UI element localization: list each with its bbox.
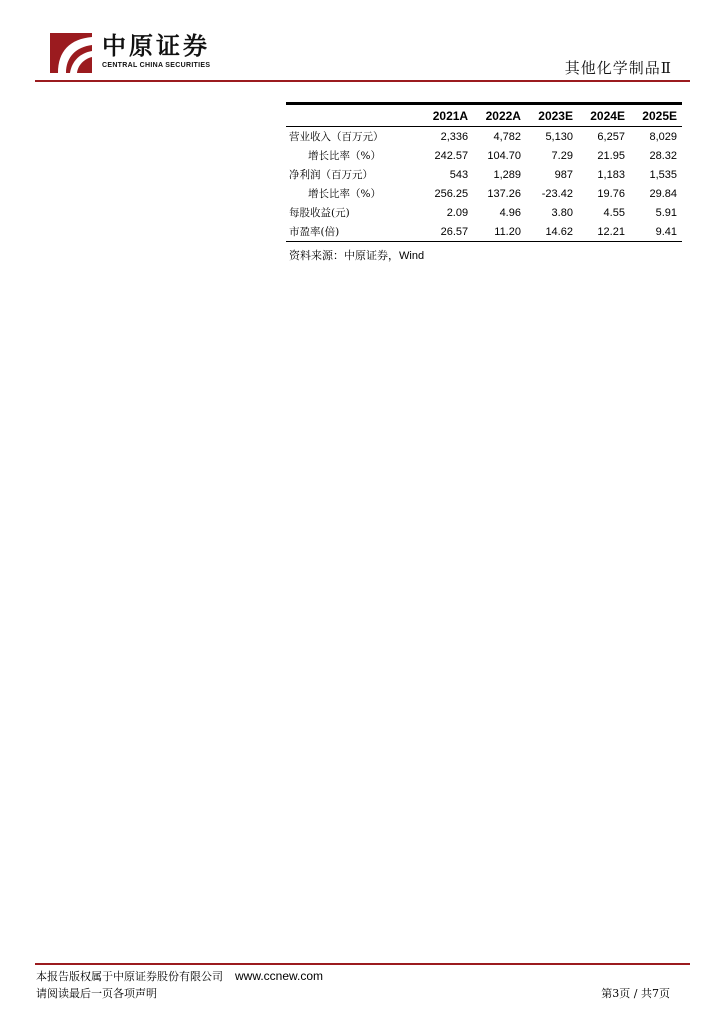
table-cell: 2.09 [446,206,469,219]
page-header [0,0,724,82]
table-cell: 1,535 [649,168,677,181]
header-label-cell [286,105,420,127]
footer-divider [35,963,690,965]
table-cell: 19.76 [597,187,625,200]
table-cell: 242.57 [434,149,469,162]
table-cell: -23.42 [541,187,573,200]
table-cell: 1,183 [597,168,625,181]
page-number: 第3页 / 共7页 [601,987,670,1000]
row-label: 净利润（百万元） [289,169,373,181]
table-cell: 5,130 [545,130,573,143]
table-cell: 11.20 [473,222,526,242]
report-category: 其他化学制品Ⅱ [564,59,672,77]
column-header: 2023E [526,105,578,127]
table-header-row [286,105,682,127]
brand-name-cn: 中原证券 [102,31,210,60]
table-cell: 29.84 [649,187,677,200]
table-cell: 543 [449,168,469,181]
table-cell: 6,257 [597,130,625,143]
table-row [286,165,682,184]
row-label: 营业收入（百万元） [289,131,384,143]
header-divider [35,80,690,82]
column-header: 2022A [473,105,526,127]
table-cell: 256.25 [434,187,469,200]
copyright-text: 本报告版权属于中原证券股份有限公司 [36,970,223,983]
table-cell: 4,782 [493,130,521,143]
table-cell: 104.70 [487,149,521,162]
earnings-forecast-table [286,105,682,242]
table-cell: 987 [554,168,573,181]
website-link[interactable]: www.ccnew.com [235,969,324,983]
table-cell: 28.32 [649,149,677,162]
column-header: 2025E [630,105,682,127]
table-source-note [286,247,682,263]
table-cell: 5.91 [655,206,677,219]
table-cell: 1,289 [493,168,521,181]
table-cell: 7.29 [551,149,573,162]
column-header: 2024E [578,105,630,127]
row-label: 每股收益(元) [289,207,350,219]
table-cell: 3.80 [551,206,573,219]
source-suffix: Wind [399,250,425,262]
central-china-securities-logo-icon [50,33,92,73]
table-row [286,222,682,242]
table-cell: 9.41 [630,222,682,242]
table-cell: 12.21 [578,222,630,242]
footer-disclaimer: 请阅读最后一页各项声明 [36,987,157,1000]
table-cell: 2,336 [440,130,469,143]
row-label: 市盈率(倍) [286,222,420,242]
table-cell: 4.96 [499,206,521,219]
table-cell: 21.95 [597,149,625,162]
row-label: 增长比率（%） [308,188,381,200]
table-row [286,184,682,203]
source-prefix: 资料来源：中原证券， [289,249,399,262]
table-cell: 14.62 [526,222,578,242]
table-cell: 26.57 [420,222,473,242]
table-cell: 137.26 [487,187,521,200]
table-row [286,146,682,165]
table-cell: 4.55 [603,206,625,219]
forecast-table-container [286,102,682,263]
table-row [286,203,682,222]
table-row [286,127,682,147]
brand-name-en: CENTRAL CHINA SECURITIES [102,62,211,69]
column-header: 2021A [420,105,473,127]
row-label: 增长比率（%） [308,150,381,162]
footer-copyright [36,968,323,984]
table-cell: 8,029 [649,130,677,143]
